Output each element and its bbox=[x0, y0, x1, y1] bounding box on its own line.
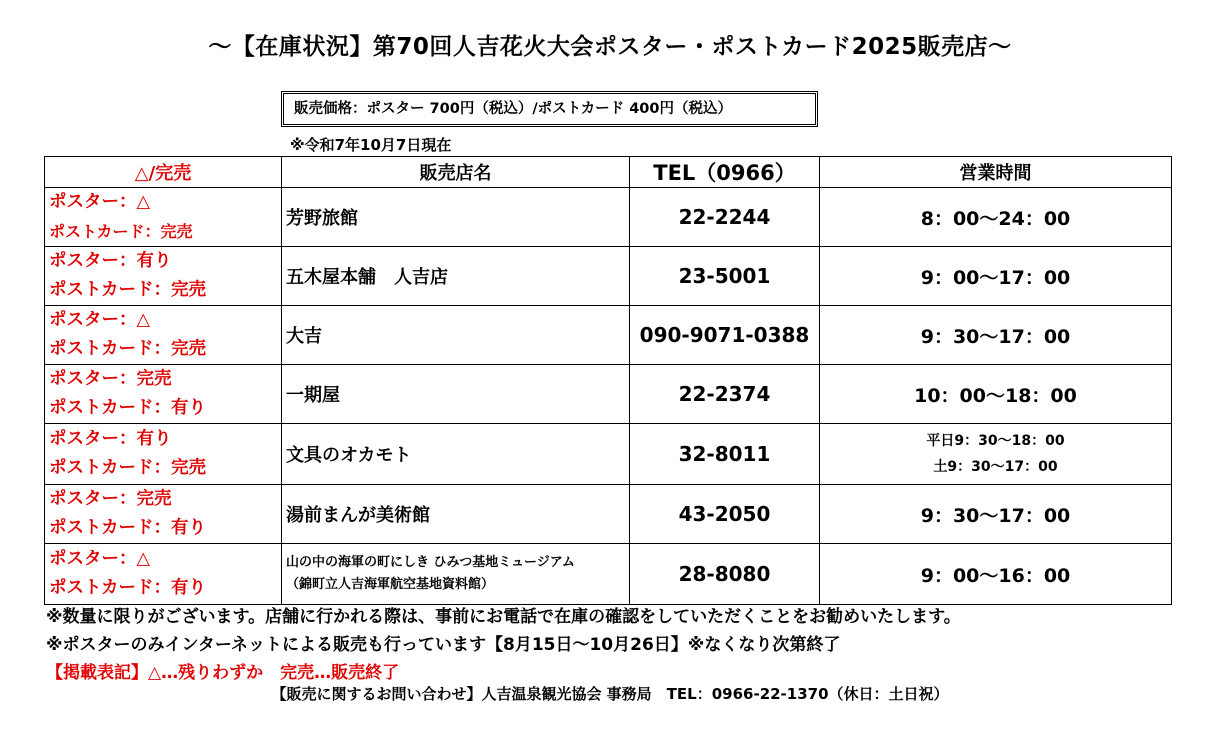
store-name: 大吉 bbox=[282, 306, 630, 365]
postcard-status: ポストカード：完売 bbox=[49, 458, 206, 478]
stock-status bbox=[45, 424, 282, 485]
poster-status: ポスター：完売 bbox=[49, 489, 172, 509]
stock-status bbox=[45, 365, 282, 424]
stock-status bbox=[45, 485, 282, 544]
page-title: 〜【在庫状況】第70回人吉花火大会ポスター・ポストカード2025販売店〜 bbox=[208, 34, 1012, 60]
stock-status bbox=[45, 188, 282, 247]
header-tel: TEL（0966） bbox=[630, 157, 820, 188]
table-row bbox=[45, 365, 1172, 424]
store-tel: 22-2244 bbox=[630, 188, 820, 247]
store-name: 文具のオカモト bbox=[282, 424, 630, 485]
poster-status: ポスター：△ bbox=[49, 192, 150, 212]
postcard-status: ポストカード：有り bbox=[49, 398, 206, 418]
store-name bbox=[282, 544, 630, 605]
store-hours: 9：00〜17：00 bbox=[820, 247, 1172, 306]
stock-status bbox=[45, 544, 282, 605]
store-name: 五木屋本舗 人吉店 bbox=[282, 247, 630, 306]
header-store: 販売店名 bbox=[282, 157, 630, 188]
poster-status: ポスター：△ bbox=[49, 310, 150, 330]
note-limited-quantity: ※数量に限りがございます。店舗に行かれる際は、事前にお電話で在庫の確認をしていただくことをお勧めいたします。 bbox=[46, 607, 961, 627]
store-name: 湯前まんが美術館 bbox=[282, 485, 630, 544]
postcard-status: ポストカード：完売 bbox=[49, 280, 206, 300]
store-hours: 10：00〜18：00 bbox=[820, 365, 1172, 424]
store-tel: 32-8011 bbox=[630, 424, 820, 485]
store-hours: 9：30〜17：00 bbox=[820, 485, 1172, 544]
poster-status: ポスター：有り bbox=[49, 251, 172, 271]
store-tel: 090-9071-0388 bbox=[630, 306, 820, 365]
store-hours: 9：30〜17：00 bbox=[820, 306, 1172, 365]
poster-status: ポスター：完売 bbox=[49, 369, 172, 389]
store-name-line2: （錦町立人吉海軍航空基地資料館） bbox=[286, 577, 495, 592]
store-tel: 23-5001 bbox=[630, 247, 820, 306]
table-row bbox=[45, 306, 1172, 365]
as-of-date: ※令和7年10月7日現在 bbox=[290, 136, 452, 154]
table-row bbox=[45, 424, 1172, 485]
header-status: △/完売 bbox=[45, 157, 282, 188]
poster-status: ポスター：△ bbox=[49, 549, 150, 569]
postcard-status: ポストカード：完売 bbox=[49, 339, 206, 359]
poster-status: ポスター：有り bbox=[49, 429, 172, 449]
store-tel: 43-2050 bbox=[630, 485, 820, 544]
postcard-status: ポストカード：完売 bbox=[49, 222, 193, 241]
store-hours: 9：00〜16：00 bbox=[820, 544, 1172, 605]
postcard-status: ポストカード：有り bbox=[49, 578, 206, 598]
table-header-row bbox=[45, 157, 1172, 188]
store-name: 一期屋 bbox=[282, 365, 630, 424]
store-tel: 28-8080 bbox=[630, 544, 820, 605]
store-hours bbox=[820, 424, 1172, 485]
table-row bbox=[45, 485, 1172, 544]
postcard-status: ポストカード：有り bbox=[49, 518, 206, 538]
note-legend: 【掲載表記】△…残りわずか 完売…販売終了 bbox=[46, 663, 400, 683]
store-hours: 8：00〜24：00 bbox=[820, 188, 1172, 247]
hours-weekday: 平日9：30〜18：00 bbox=[926, 433, 1065, 449]
table-row bbox=[45, 544, 1172, 605]
note-online-sales: ※ポスターのみインターネットによる販売も行っています【8月15日〜10月26日】※なくなり次第終了 bbox=[46, 635, 841, 655]
store-name: 芳野旅館 bbox=[282, 188, 630, 247]
stock-status bbox=[45, 247, 282, 306]
store-name-line1: 山の中の海軍の町にしき ひみつ基地ミュージアム bbox=[286, 555, 575, 570]
price-box: 販売価格：ポスター 700円（税込）/ポストカード 400円（税込） bbox=[281, 91, 818, 127]
stock-table bbox=[44, 156, 1172, 605]
stock-status bbox=[45, 306, 282, 365]
table-row bbox=[45, 188, 1172, 247]
table-row bbox=[45, 247, 1172, 306]
hours-saturday: 土9：30〜17：00 bbox=[933, 459, 1058, 475]
store-tel: 22-2374 bbox=[630, 365, 820, 424]
contact-info: 【販売に関するお問い合わせ】人吉温泉観光協会 事務局 TEL：0966-22-1370（休日：土日祝） bbox=[271, 685, 949, 703]
header-hours: 営業時間 bbox=[820, 157, 1172, 188]
